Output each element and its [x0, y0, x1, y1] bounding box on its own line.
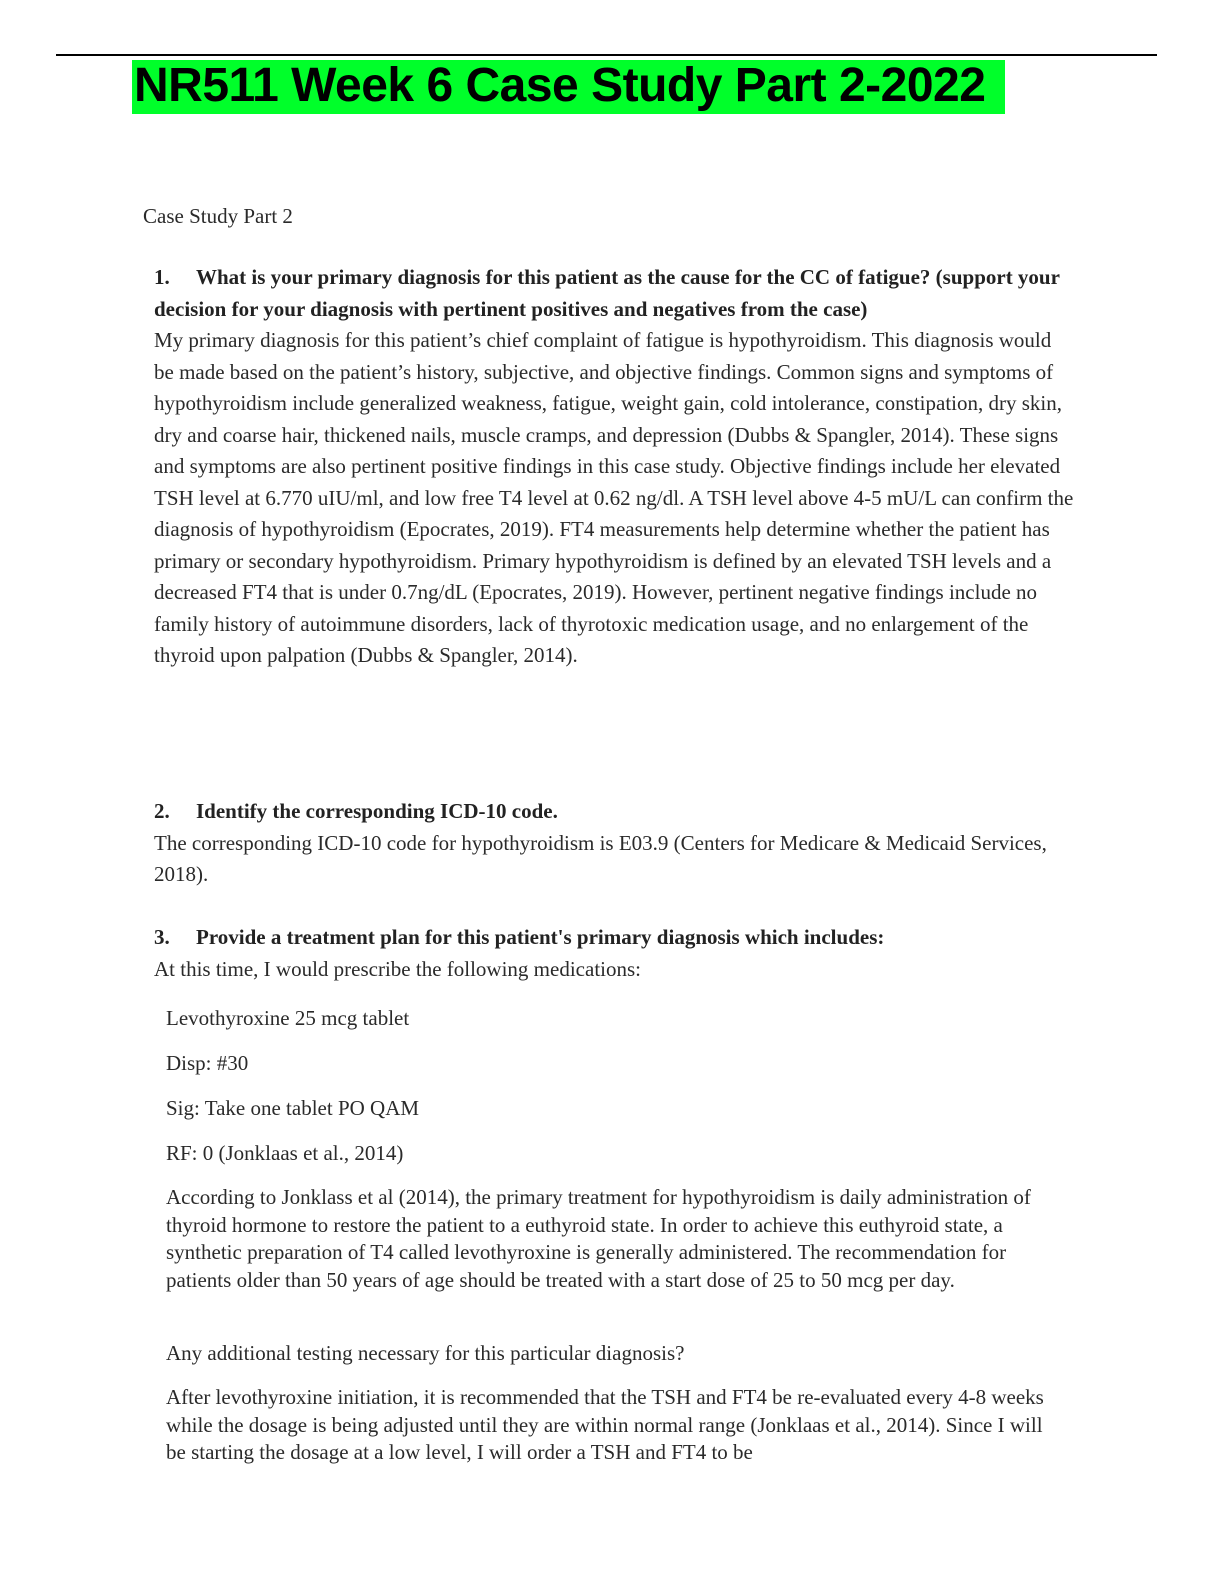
- question-1-section: [154, 262, 1074, 672]
- question-1: [154, 262, 1074, 325]
- prescription-refills: RF: 0 (Jonklaas et al., 2014): [166, 1141, 404, 1165]
- question-2-text: Identify the corresponding ICD-10 code.: [196, 799, 558, 823]
- question-2: [154, 796, 1074, 828]
- treatment-paragraph: According to Jonklass et al (2014), the primary treatment for hypothyroidism is daily administration of thyroid hormone to restore the patient to a euthyroid state. In order to achieve this euthyroid state, a synthetic preparation of T4 called levothyroxine is generally administered. The recommendation for patients older than 50 years of age should be treated with a start dose of 25 to 50 mcg per day.: [166, 1185, 1031, 1292]
- testing-paragraph: After levothyroxine initiation, it is recommended that the TSH and FT4 be re-evaluated every 4-8 weeks while the dosage is being adjusted until they are within normal range (Jonklaas et al., 2014). Since I will be starting the dosage at a low level, I will order a TSH and FT4 to be: [166, 1385, 1044, 1464]
- document-title: NR511 Week 6 Case Study Part 2-2022: [134, 59, 986, 112]
- question-1-text: What is your primary diagnosis for this patient as the cause for the CC of fatigue? (support your decision for your diagnosis with pertinent positives and negatives from the case): [154, 265, 1060, 321]
- answer-1: My primary diagnosis for this patient’s chief complaint of fatigue is hypothyroidism. This diagnosis would be made based on the patient’s history, subjective, and objective findings. Common signs and symptoms of hypothyroidism include generalized weakness, fatigue, weight gain, cold intolerance, constipation, dry skin, dry and coarse hair, thickened nails, muscle cramps, and depression (Dubbs & Spangler, 2014). These signs and symptoms are also pertinent positive findings in this case study. Objective findings include her elevated TSH level at 6.770 uIU/ml, and low free T4 level at 0.62 ng/dl. A TSH level above 4-5 mU/L can confirm the diagnosis of hypothyroidism (Epocrates, 2019). FT4 measurements help determine whether the patient has primary or secondary hypothyroidism. Primary hypothyroidism is defined by an elevated TSH levels and a decreased FT4 that is under 0.7ng/dL (Epocrates, 2019). However, pertinent negative findings include no family history of autoimmune disorders, lack of thyrotoxic medication usage, and no enlargement of the thyroid upon palpation (Dubbs & Spangler, 2014).: [154, 328, 1074, 667]
- question-3: [154, 922, 1074, 954]
- prescription-drug: Levothyroxine 25 mcg tablet: [166, 1006, 410, 1030]
- answer-3: At this time, I would prescribe the following medications:: [154, 956, 641, 981]
- answer-2: The corresponding ICD-10 code for hypothyroidism is E03.9 (Centers for Medicare & Medicaid Services, 2018).: [154, 830, 1047, 886]
- prescription-sig: Sig: Take one tablet PO QAM: [166, 1096, 420, 1120]
- question-3-section: [154, 922, 1074, 985]
- question-3-number: 3.: [154, 925, 170, 949]
- prescription-disp: Disp: #30: [166, 1051, 249, 1075]
- testing-question: Any additional testing necessary for this particular diagnosis?: [166, 1341, 685, 1365]
- question-1-number: 1.: [154, 265, 170, 289]
- question-2-number: 2.: [154, 799, 170, 823]
- top-divider: [56, 54, 1157, 56]
- question-2-section: [154, 796, 1074, 891]
- document-subtitle: Case Study Part 2: [143, 204, 293, 228]
- question-3-text: Provide a treatment plan for this patient's primary diagnosis which includes:: [196, 925, 885, 949]
